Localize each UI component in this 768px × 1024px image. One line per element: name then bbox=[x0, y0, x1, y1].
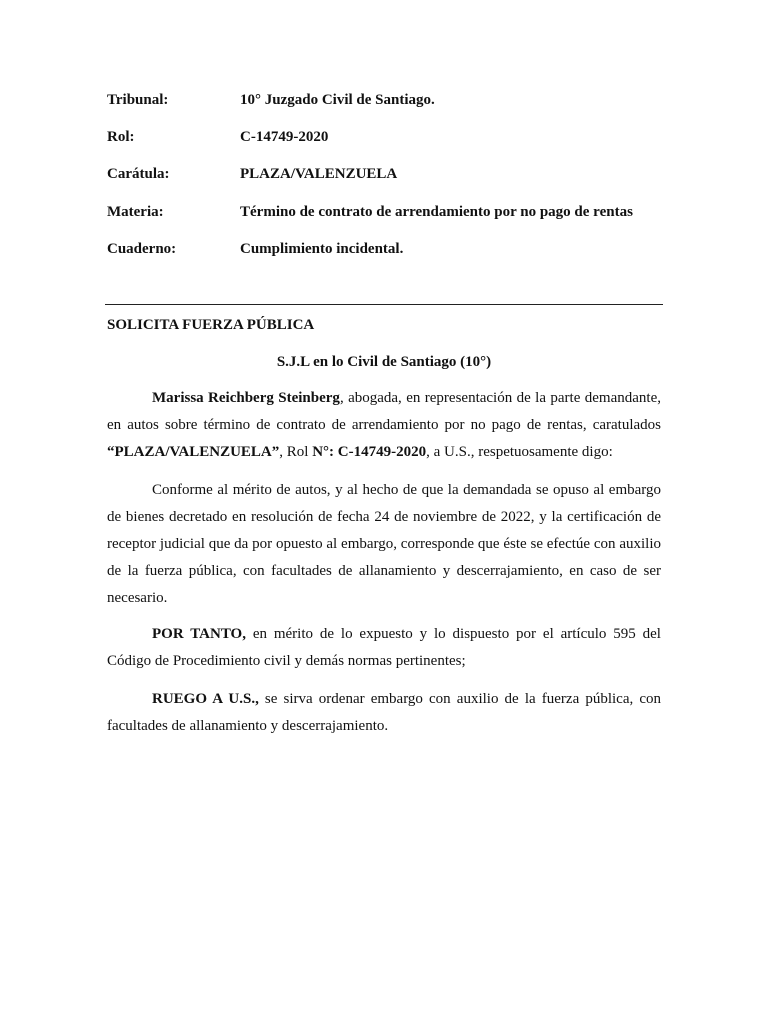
case-rol: C-14749-2020 bbox=[337, 444, 427, 460]
intro-text-2: , Rol bbox=[279, 444, 313, 460]
meta-label-tribunal: Tribunal: bbox=[107, 92, 169, 108]
document-heading: SOLICITA FUERZA PÚBLICA bbox=[107, 317, 315, 333]
request-text: se sirva ordenar embargo con auxilio de la fuerza pública, con facultades de allanamiento y descerrajamiento. bbox=[107, 691, 661, 734]
meta-value-caratula: PLAZA/VALENZUELA bbox=[240, 166, 398, 182]
meta-value-rol: C-14749-2020 bbox=[240, 129, 329, 145]
meta-label-cuaderno: Cuaderno: bbox=[107, 241, 177, 257]
meta-label-materia: Materia: bbox=[107, 204, 164, 220]
paragraph-grounds: Conforme al mérito de autos, y al hecho de que la demandada se opuso al embargo de bienes decretado en resolución de fecha 24 de noviembre de 2022, y la certificación de receptor judicial que da por opuesto al embargo, corresponde que éste se efectúe con auxilio de la fuerza pública, con facultades de allanamiento y descerrajamiento, en caso de ser necesario. bbox=[107, 482, 661, 606]
meta-value-tribunal: 10° Juzgado Civil de Santiago. bbox=[240, 92, 435, 108]
meta-label-rol: Rol: bbox=[107, 129, 135, 145]
intro-text-3: : bbox=[329, 444, 338, 460]
case-caption: “PLAZA/VALENZUELA” bbox=[107, 444, 280, 460]
paragraph-introduction bbox=[107, 385, 661, 466]
intro-text-1: , abogada, en representación de la parte demandante, en autos sobre término de contrato de arrendamiento por no pago de rentas, caratulados bbox=[107, 390, 661, 433]
paragraph-therefore bbox=[107, 621, 661, 675]
court-addressee: S.J.L en lo Civil de Santiago (10°) bbox=[276, 354, 492, 370]
therefore-lead: POR TANTO, bbox=[152, 626, 246, 642]
meta-value-materia: Término de contrato de arrendamiento por no pago de rentas bbox=[240, 204, 633, 220]
header-divider bbox=[105, 304, 663, 305]
meta-label-caratula: Carátula: bbox=[107, 166, 170, 182]
therefore-text: en mérito de lo expuesto y lo dispuesto por el artículo 595 del Código de Procedimiento civil y demás normas pertinentes; bbox=[107, 626, 661, 669]
request-lead: RUEGO A U.S., bbox=[152, 691, 259, 707]
paragraph-request bbox=[107, 686, 661, 740]
attorney-name: Marissa Reichberg Steinberg bbox=[152, 390, 340, 406]
meta-value-cuaderno: Cumplimiento incidental. bbox=[240, 241, 404, 257]
rol-number-label: N° bbox=[312, 444, 330, 460]
intro-text-4: , a U.S., respetuosamente digo: bbox=[426, 444, 613, 460]
